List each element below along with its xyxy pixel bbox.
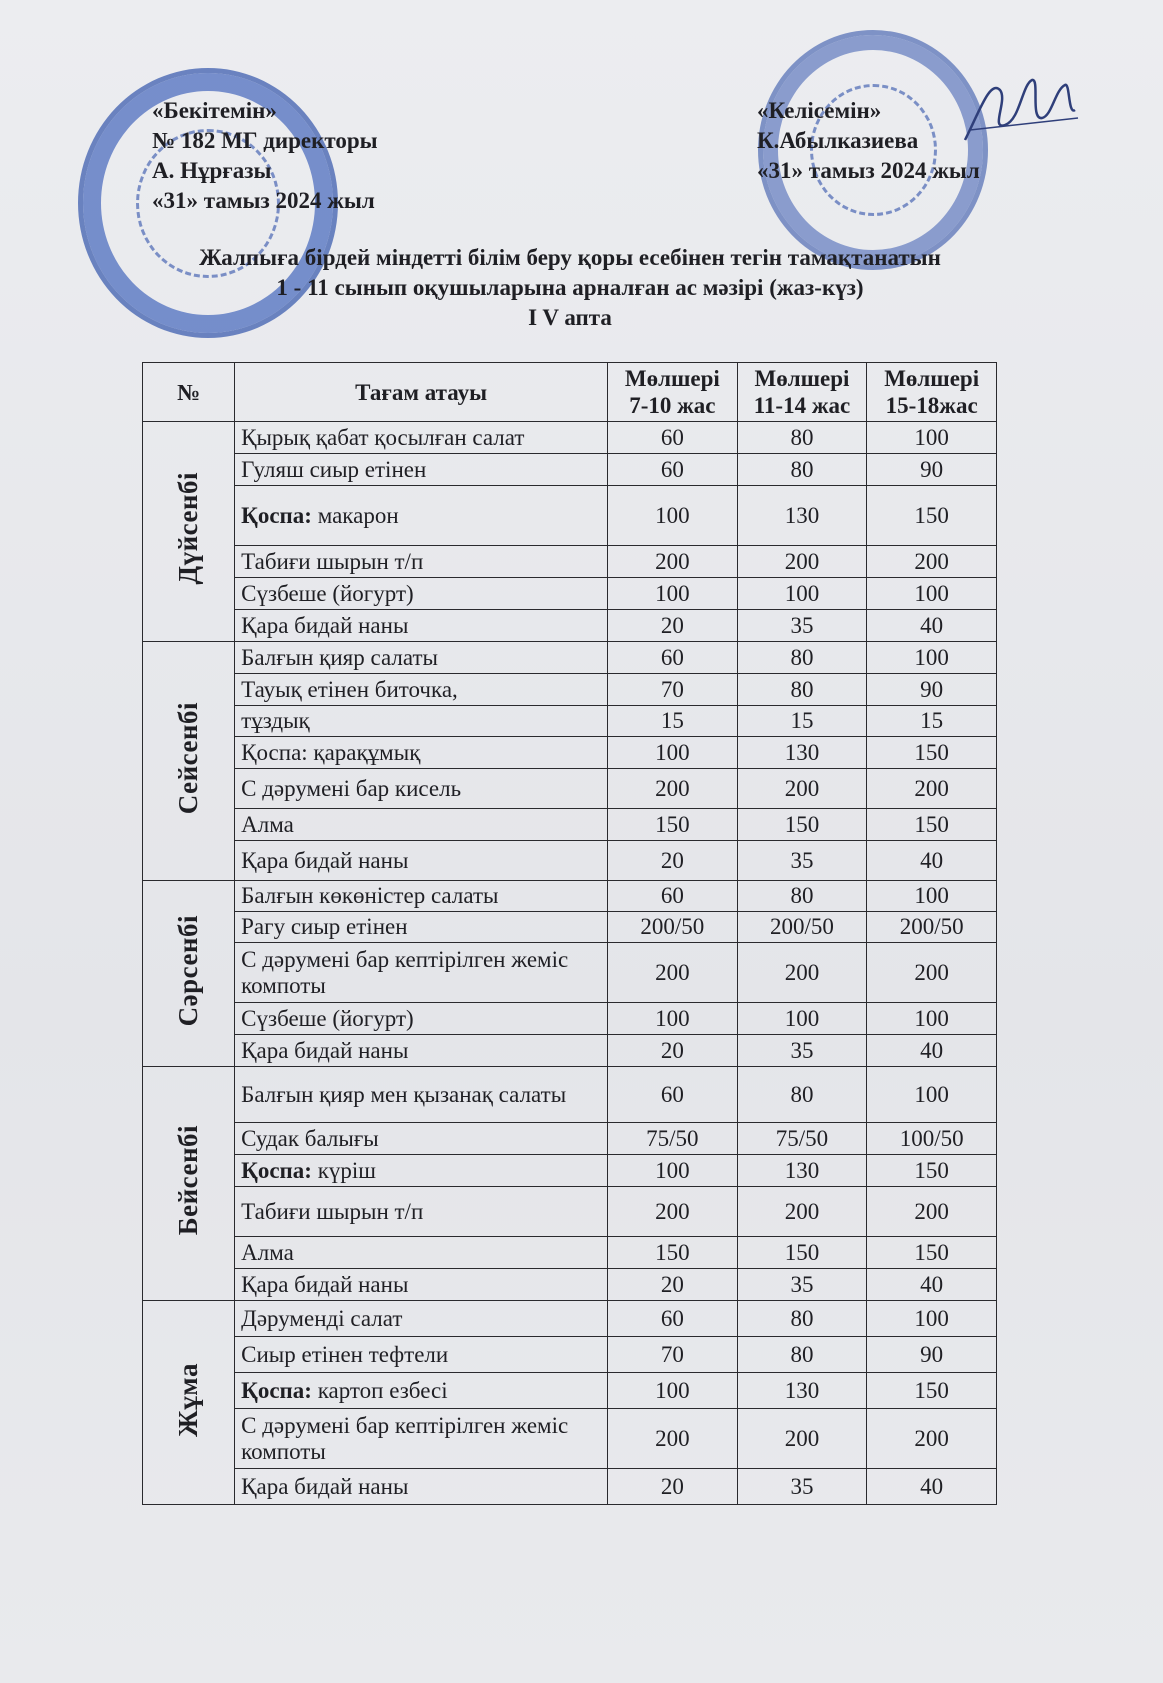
day-label: Бейсенбі <box>173 1125 204 1236</box>
table-row <box>143 486 997 546</box>
portion-7-10-cell: 200 <box>608 1187 738 1237</box>
table-row <box>143 1067 997 1123</box>
dish-name-cell <box>235 1301 608 1337</box>
portion-11-14-cell: 80 <box>737 422 867 454</box>
header-number: № <box>143 363 235 422</box>
header-portion-15-18-line2: 15-18жас <box>885 393 978 418</box>
header-portion-11-14-line2: 11-14 жас <box>753 393 851 418</box>
portion-15-18-cell: 200 <box>867 1187 997 1237</box>
portion-15-18-cell: 90 <box>867 674 997 706</box>
table-row <box>143 578 997 610</box>
portion-11-14-cell: 150 <box>737 1237 867 1269</box>
dish-name: Сүзбеше (йогурт) <box>241 1005 414 1031</box>
table-row <box>143 1337 997 1373</box>
day-cell <box>143 881 235 1067</box>
dish-name: С дәрумені бар кептірілген жеміс компоты <box>241 946 569 998</box>
dish-name-cell <box>235 1067 608 1123</box>
dish-name: Қара бидай наны <box>241 1037 409 1063</box>
portion-11-14-cell: 15 <box>737 706 867 737</box>
approval-block-left <box>152 96 378 216</box>
portion-11-14-cell: 80 <box>737 1067 867 1123</box>
portion-11-14-cell: 80 <box>737 881 867 912</box>
portion-11-14-cell: 130 <box>737 737 867 769</box>
dish-name: Алма <box>241 811 294 837</box>
portion-7-10-cell: 100 <box>608 578 738 610</box>
dish-name-cell <box>235 1187 608 1237</box>
table-row <box>143 737 997 769</box>
portion-11-14-cell: 75/50 <box>737 1123 867 1155</box>
portion-11-14-cell: 200/50 <box>737 912 867 943</box>
title-line1: Жалпыға бірдей міндетті білім беру қоры есебінен тегін тамақтанатын <box>199 245 941 270</box>
approval-left-line3: А. Нұрғазы <box>152 158 272 183</box>
dish-name-cell <box>235 943 608 1003</box>
day-label: Жұма <box>173 1362 204 1437</box>
table-row <box>143 841 997 881</box>
header-portion-11-14-line1: Мөлшері <box>754 366 850 391</box>
portion-15-18-cell: 150 <box>867 1155 997 1187</box>
approval-left-line1: «Бекітемін» <box>152 98 277 123</box>
table-row <box>143 546 997 578</box>
dish-name: Балғын қияр мен қызанақ салаты <box>241 1081 567 1107</box>
portion-7-10-cell: 20 <box>608 841 738 881</box>
dish-name-cell <box>235 1409 608 1469</box>
approval-right-line1: «Келісемін» <box>757 98 882 123</box>
dish-name: Дәруменді салат <box>241 1305 403 1331</box>
dish-name: тұздық <box>241 708 310 733</box>
portion-7-10-cell: 20 <box>608 1035 738 1067</box>
portion-15-18-cell: 40 <box>867 1035 997 1067</box>
table-row <box>143 422 997 454</box>
day-cell <box>143 642 235 881</box>
portion-15-18-cell: 200/50 <box>867 912 997 943</box>
portion-11-14-cell: 200 <box>737 1187 867 1237</box>
dish-prefix: Қоспа: <box>241 1377 312 1403</box>
portion-15-18-cell: 200 <box>867 943 997 1003</box>
portion-7-10-cell: 200/50 <box>608 912 738 943</box>
portion-11-14-cell: 35 <box>737 1035 867 1067</box>
portion-7-10-cell: 70 <box>608 674 738 706</box>
dish-name-cell <box>235 809 608 841</box>
portion-11-14-cell: 130 <box>737 486 867 546</box>
portion-15-18-cell: 150 <box>867 1237 997 1269</box>
title-line3: I V апта <box>528 305 612 330</box>
portion-11-14-cell: 100 <box>737 578 867 610</box>
dish-name: Табиғи шырын т/п <box>241 1198 424 1224</box>
portion-7-10-cell: 20 <box>608 610 738 642</box>
dish-name: Қара бидай наны <box>241 612 409 638</box>
portion-7-10-cell: 20 <box>608 1269 738 1301</box>
dish-name: Судак балығы <box>241 1125 379 1151</box>
dish-name-cell <box>235 610 608 642</box>
day-label: Сейсенбі <box>173 701 204 815</box>
portion-11-14-cell: 80 <box>737 454 867 486</box>
portion-15-18-cell: 150 <box>867 737 997 769</box>
portion-11-14-cell: 200 <box>737 943 867 1003</box>
day-label: Сәрсенбі <box>173 914 204 1027</box>
portion-7-10-cell: 200 <box>608 1409 738 1469</box>
title-line2: 1 - 11 сынып оқушыларына арналған ас мәзірі (жаз-күз) <box>276 275 864 300</box>
dish-name-cell <box>235 422 608 454</box>
dish-name: Гуляш сиыр етінен <box>241 456 427 482</box>
table-row <box>143 1269 997 1301</box>
dish-name: Тауық етінен биточка, <box>241 676 458 702</box>
portion-11-14-cell: 200 <box>737 546 867 578</box>
portion-11-14-cell: 80 <box>737 1301 867 1337</box>
table-row <box>143 706 997 737</box>
portion-15-18-cell: 40 <box>867 1269 997 1301</box>
portion-11-14-cell: 130 <box>737 1155 867 1187</box>
header-portion-7-10-line1: Мөлшері <box>624 366 720 391</box>
dish-name-cell <box>235 1003 608 1035</box>
table-row <box>143 454 997 486</box>
portion-15-18-cell: 100 <box>867 1003 997 1035</box>
dish-name-cell <box>235 912 608 943</box>
table-row <box>143 1237 997 1269</box>
dish-name-cell <box>235 1123 608 1155</box>
portion-7-10-cell: 15 <box>608 706 738 737</box>
dish-name: күріш <box>311 1157 376 1183</box>
portion-15-18-cell: 90 <box>867 454 997 486</box>
portion-7-10-cell: 200 <box>608 943 738 1003</box>
portion-11-14-cell: 80 <box>737 674 867 706</box>
dish-name: Рагу сиыр етінен <box>241 914 408 939</box>
portion-15-18-cell: 100 <box>867 1067 997 1123</box>
dish-name-cell <box>235 881 608 912</box>
day-label: Дүйсенбі <box>173 472 204 585</box>
dish-name: картоп езбесі <box>311 1377 448 1403</box>
portion-11-14-cell: 200 <box>737 1409 867 1469</box>
dish-name: Сүзбеше (йогурт) <box>241 580 414 606</box>
dish-name: Қара бидай наны <box>241 1271 409 1297</box>
table-row <box>143 1373 997 1409</box>
table-row <box>143 674 997 706</box>
dish-name: макарон <box>311 502 399 528</box>
dish-name-cell <box>235 1269 608 1301</box>
dish-name: С дәрумені бар кептірілген жеміс компоты <box>241 1412 569 1464</box>
portion-15-18-cell: 40 <box>867 1469 997 1505</box>
portion-7-10-cell: 100 <box>608 486 738 546</box>
table-row <box>143 1187 997 1237</box>
dish-name: Табиғи шырын т/п <box>241 548 424 574</box>
table-row <box>143 610 997 642</box>
portion-7-10-cell: 200 <box>608 546 738 578</box>
dish-name-cell <box>235 706 608 737</box>
portion-15-18-cell: 150 <box>867 1373 997 1409</box>
header-portion-7-10-line2: 7-10 жас <box>629 393 716 418</box>
portion-15-18-cell: 100/50 <box>867 1123 997 1155</box>
dish-name-cell <box>235 769 608 809</box>
menu-table-body <box>143 422 997 1505</box>
dish-name-cell <box>235 486 608 546</box>
dish-prefix: Қоспа: <box>241 1157 312 1183</box>
portion-15-18-cell: 100 <box>867 578 997 610</box>
approval-block-right <box>757 96 980 186</box>
dish-name-cell <box>235 546 608 578</box>
dish-prefix: Қоспа: <box>241 502 312 528</box>
table-row <box>143 943 997 1003</box>
portion-7-10-cell: 70 <box>608 1337 738 1373</box>
dish-name: Сиыр етінен тефтели <box>241 1341 449 1367</box>
table-row <box>143 1155 997 1187</box>
dish-name-cell <box>235 737 608 769</box>
dish-name-cell <box>235 1035 608 1067</box>
portion-11-14-cell: 150 <box>737 809 867 841</box>
portion-15-18-cell: 15 <box>867 706 997 737</box>
portion-7-10-cell: 60 <box>608 454 738 486</box>
portion-15-18-cell: 100 <box>867 642 997 674</box>
portion-11-14-cell: 35 <box>737 1469 867 1505</box>
dish-name-cell <box>235 1373 608 1409</box>
portion-7-10-cell: 75/50 <box>608 1123 738 1155</box>
table-row <box>143 1123 997 1155</box>
portion-7-10-cell: 100 <box>608 1373 738 1409</box>
approval-left-line2: № 182 МГ директоры <box>152 128 378 153</box>
dish-name: Қырық қабат қосылған салат <box>241 424 525 450</box>
header-portion-15-18-line1: Мөлшері <box>884 366 980 391</box>
portion-7-10-cell: 60 <box>608 642 738 674</box>
table-row <box>143 769 997 809</box>
header-portion-7-10 <box>608 363 738 422</box>
dish-name: Балғын қияр салаты <box>241 644 438 670</box>
portion-7-10-cell: 200 <box>608 769 738 809</box>
portion-11-14-cell: 35 <box>737 610 867 642</box>
dish-name-cell <box>235 674 608 706</box>
portion-11-14-cell: 100 <box>737 1003 867 1035</box>
table-row <box>143 1003 997 1035</box>
table-row <box>143 1469 997 1505</box>
portion-11-14-cell: 80 <box>737 1337 867 1373</box>
portion-7-10-cell: 60 <box>608 1067 738 1123</box>
dish-name-cell <box>235 841 608 881</box>
portion-15-18-cell: 90 <box>867 1337 997 1373</box>
table-row <box>143 642 997 674</box>
portion-15-18-cell: 200 <box>867 769 997 809</box>
portion-7-10-cell: 100 <box>608 1003 738 1035</box>
portion-7-10-cell: 60 <box>608 422 738 454</box>
portion-15-18-cell: 40 <box>867 610 997 642</box>
header-dish-name: Тағам атауы <box>235 363 608 422</box>
portion-15-18-cell: 100 <box>867 422 997 454</box>
table-row <box>143 912 997 943</box>
portion-7-10-cell: 100 <box>608 1155 738 1187</box>
dish-name: Қоспа: қарақұмық <box>241 739 421 765</box>
dish-name-cell <box>235 1237 608 1269</box>
portion-7-10-cell: 100 <box>608 737 738 769</box>
day-cell <box>143 422 235 642</box>
approval-right-line2: К.Абылказиева <box>757 128 919 153</box>
portion-7-10-cell: 150 <box>608 1237 738 1269</box>
dish-name: Қара бидай наны <box>241 1473 409 1499</box>
menu-table <box>142 362 997 1505</box>
portion-7-10-cell: 60 <box>608 881 738 912</box>
portion-7-10-cell: 150 <box>608 809 738 841</box>
dish-name-cell <box>235 1337 608 1373</box>
day-cell <box>143 1301 235 1505</box>
header-portion-15-18 <box>867 363 997 422</box>
approval-left-line4: «31» тамыз 2024 жыл <box>152 188 375 213</box>
portion-15-18-cell: 100 <box>867 1301 997 1337</box>
dish-name-cell <box>235 642 608 674</box>
portion-11-14-cell: 35 <box>737 841 867 881</box>
dish-name-cell <box>235 454 608 486</box>
header-portion-11-14 <box>737 363 867 422</box>
table-row <box>143 1301 997 1337</box>
portion-11-14-cell: 80 <box>737 642 867 674</box>
portion-15-18-cell: 200 <box>867 1409 997 1469</box>
dish-name: С дәрумені бар кисель <box>241 775 462 801</box>
portion-15-18-cell: 40 <box>867 841 997 881</box>
dish-name: Алма <box>241 1239 294 1265</box>
dish-name: Балғын көкөністер салаты <box>241 883 499 908</box>
portion-7-10-cell: 60 <box>608 1301 738 1337</box>
portion-15-18-cell: 100 <box>867 881 997 912</box>
portion-15-18-cell: 200 <box>867 546 997 578</box>
table-row <box>143 881 997 912</box>
dish-name-cell <box>235 1155 608 1187</box>
dish-name-cell <box>235 578 608 610</box>
portion-15-18-cell: 150 <box>867 809 997 841</box>
portion-11-14-cell: 130 <box>737 1373 867 1409</box>
table-row <box>143 1409 997 1469</box>
table-row <box>143 1035 997 1067</box>
dish-name: Қара бидай наны <box>241 847 409 873</box>
table-row <box>143 809 997 841</box>
day-cell <box>143 1067 235 1301</box>
portion-11-14-cell: 200 <box>737 769 867 809</box>
dish-name-cell <box>235 1469 608 1505</box>
portion-15-18-cell: 150 <box>867 486 997 546</box>
portion-7-10-cell: 20 <box>608 1469 738 1505</box>
portion-11-14-cell: 35 <box>737 1269 867 1301</box>
menu-title <box>130 243 1010 333</box>
table-header-row <box>143 363 997 422</box>
approval-right-line3: «31» тамыз 2024 жыл <box>757 158 980 183</box>
